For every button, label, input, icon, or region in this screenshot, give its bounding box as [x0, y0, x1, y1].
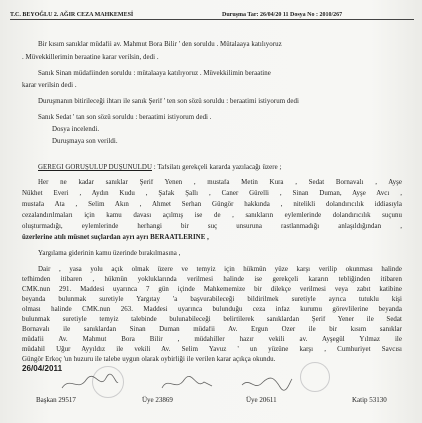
appeal-line: olması halinde CMK.nun 263. Maddesi uyarınca bulunduğu ceza infaz kurumu görevlilerine beyanda: [22, 306, 402, 313]
signature-scribble: [160, 374, 214, 394]
hearing-meta: Duruşma Tar: 26/04/20 11 Dosya No : 2010/267: [222, 12, 343, 18]
signature-member-1: Üye 23869: [142, 396, 173, 404]
expenses-line: Yargılama giderinin kamu üzerinde bırakılmasına ,: [38, 250, 181, 257]
minutes-line: Sanık Sinan müdafiinden soruldu : mütalaaya katılıyoruz . Müvekkilimin beraatine: [38, 70, 271, 77]
minutes-line: karar verilsin dedi .: [22, 82, 77, 89]
decision-heading-rest: : Tafsilatı gerekçeli kararda yazılacağı üzere ;: [151, 164, 282, 171]
appeal-line: tefhimden itibaren , hükmün yokluklarında verilmesi halinde ise gerekçeli kararın tebliğinden itibaren: [22, 276, 402, 283]
appeal-line: CMK.nun 291. Maddesi uyarınca 7 gün içinde Mahkememize bir dilekçe verilmesi veya zabıt katibine: [22, 286, 402, 293]
verdict-line: mustafa Ata , Selim Akın , Ahmet Serhan Güngör hakkında , nitelikli dolandırıcılık iddiasıyla: [22, 201, 402, 208]
minutes-line: Bir kısım sanıklar müdafii av. Mahmut Bora Bilir ' den soruldu . Mütalaaya katılıyoruz: [38, 41, 282, 48]
verdict-line: üzerlerine atılı müsnet suçlardan ayrı ayrı BERAATLERİNE ,: [22, 234, 209, 241]
minutes-line: Duruşmanın bitirileceği ihtarı ile sanık Şerif ' ten son sözü soruldu : beraatimi istiyorum dedi: [38, 98, 299, 105]
verdict-line: Nükhet Everi , Aydın Kudu , Şafak Şallı , Caner Gürelli , Sinan Duman, Ayşe Avcı ,: [22, 190, 402, 197]
decision-date: 26/04/2011: [22, 365, 63, 373]
appeal-line: müdahil Uğur Ayyıldız ile vekili Av. Selim Yavuz ' un yüzüne karşı , Cumhuriyet Savcısı: [22, 346, 402, 353]
signature-member-2: Üye 20611: [246, 396, 277, 404]
decision-heading: GEREĞİ GÖRÜŞÜLÜP DÜŞÜNÜLDÜ: [38, 164, 152, 171]
minutes-line: . Müvekkillerimin beraatine karar verilsin, dedi .: [22, 54, 159, 61]
document-header: [0, 12, 422, 22]
verdict-line: oluşturmadığı, eylemlerinde herhangi bir suç unsuruna rastlanmadığı anlaşıldığından ,: [22, 223, 402, 230]
court-name: T.C. BEYOĞLU 2. AĞIR CEZA MAHKEMESİ: [10, 12, 134, 18]
seal-stamp: [300, 362, 330, 392]
signature-scribble: [240, 373, 294, 393]
signature-clerk: Katip 53130: [352, 396, 387, 404]
signature-scribble: [60, 372, 120, 394]
minutes-line: Duruşmaya son verildi.: [52, 138, 118, 145]
verdict-line: Her ne kadar sanıklar Şerif Yenen , mustafa Metin Kura , Sedat Bornavalı , Ayşe: [38, 179, 402, 186]
appeal-line: bulunmak suretiyle temyiz talebinde bulunabileceği belirtilerek sanıklardan Şerif Yener ile Sedat: [22, 316, 402, 323]
appeal-line: müdafii Av. Mahmut Bora Bilir , müdahiller hazır vekili av. Ayşegül Yılmaz ile: [22, 336, 402, 343]
minutes-line: Dosya incelendi.: [52, 126, 100, 133]
verdict-line: cezalandırılmaları için kamu davası açılmış ise de , sanıkların eylemlerinde dolandırıcılık suçunu: [22, 212, 402, 219]
appeal-line: Bornavalı ile sanıklardan Sinan Duman müdafii Av. Ergun Özer ile bir kısım sanıklar: [22, 326, 402, 333]
appeal-line: Güngör Erkoç 'un huzuru ile talebe uygun olarak oybirliği ile verilen karar açıkça okundu.: [22, 356, 276, 363]
decision-heading-line: [38, 164, 281, 172]
appeal-line: beyanda bulunmak suretiyle Yargıtay 'a başvurabileceği bildirilmek suretiyle ayrıca tutuklu kişi: [22, 296, 402, 303]
header-rule: [10, 19, 414, 20]
appeal-line: Dair , yasa yolu açık olmak üzere ve temyiz için hükmün yüze karşı verilip okunması halinde: [38, 266, 402, 273]
signature-president: Başkan 29517: [36, 396, 76, 404]
minutes-line: Sanık Sedat ' tan son sözü soruldu : beraatimi istiyorum dedi .: [38, 114, 212, 121]
